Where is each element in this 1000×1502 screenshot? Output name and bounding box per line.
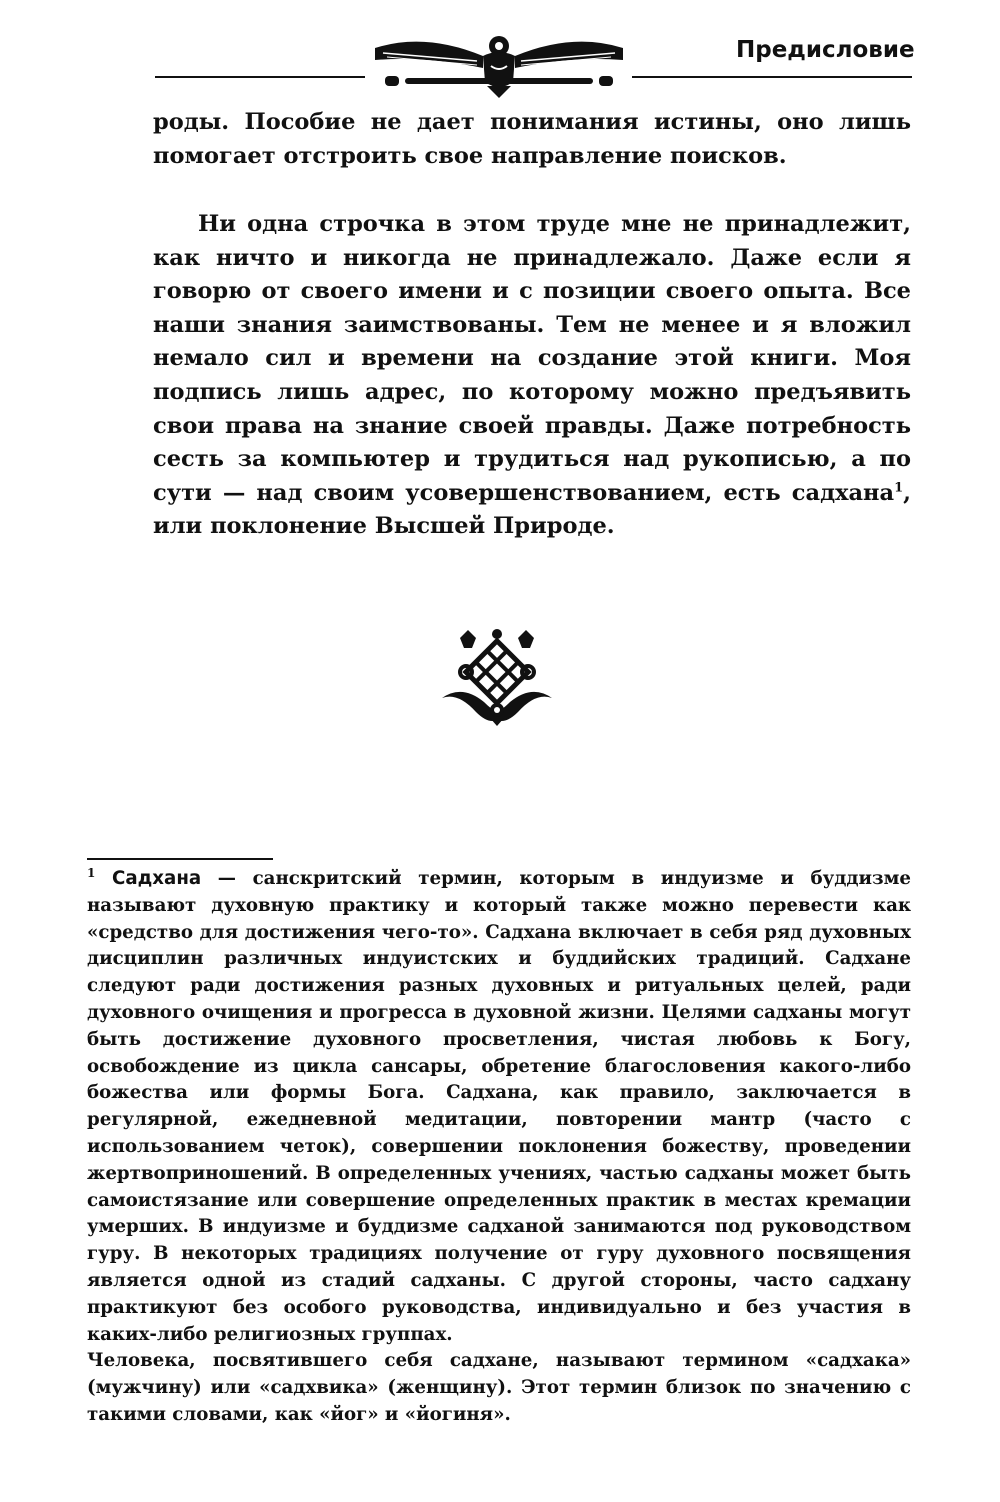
paragraph-continued bbox=[153, 106, 911, 173]
paragraph-text-part: , или поклонение Высшей Природе. bbox=[153, 479, 911, 540]
header-rule-right bbox=[632, 76, 912, 78]
footnote-text: — санскритский термин, которым в индуизме и буддизме называют духовную практику и который также можно перевести как «средство для достижения чего-то». Садхана включает в себя ряд духовных дисциплин различных индуистских и буддийских традиций. Садхане следуют ради достижения разных духовных и ритуальных целей, ради духовного очищения и прогресса в духовной жизни. Целями садханы могут быть достижение духовного просветления, чистая любовь к Богу, освобождение из цикла сансары, обретение благословения какого-либо божества или формы Бога. Садхана, как правило, заключается в регулярной, ежедневной медитации, повторении мантр (часто с использованием четок), совершении поклонения божеству, проведении жертвоприношений. В определенных учениях, частью садханы может быть самоистязание или совершение определенных практик в местах кремации умерших. В индуизме и буддизме садханой занимаются под руководством гуру. В некоторых традициях получение от гуру духовного посвящения является одной из стадий садханы. С другой стороны, часто садхану практикуют без особого руководства, индивидуально и без участия в каких-либо религиозных группах. bbox=[87, 868, 911, 1345]
footnote-1-continued: Человека, посвятившего себя садхане, называют термином «садхака» (мужчину) или «садхвика» (женщину). Этот термин близок по значению с такими словами, как «йог» и «йогиня». bbox=[87, 1350, 911, 1425]
footnote-reference[interactable]: 1 bbox=[894, 480, 904, 496]
footnotes bbox=[87, 866, 911, 1429]
paragraph-text: роды. Пособие не дает понимания истины, оно лишь помогает отстроить свое направление поисков. bbox=[153, 109, 911, 169]
footnote-separator bbox=[87, 858, 273, 860]
running-title: Предисловие bbox=[736, 37, 915, 63]
paragraph bbox=[153, 208, 911, 544]
endless-knot-icon bbox=[432, 628, 562, 728]
footnote-1 bbox=[87, 866, 911, 1348]
header-rule-left bbox=[155, 76, 365, 78]
paragraph-text-part: Ни одна строчка в этом труде мне не принадлежит, как ничто и никогда не принадлежало. Даже если я говорю от своего имени и с позиции своего опыта. Все наши знания заимствованы. Тем не менее и я вложил немало сил и времени на создание этой книги. Моя подпись лишь адрес, по которому можно предъявить свои права на знание своей правды. Даже потребность сесть за компьютер и трудиться над рукописью, а по сути — над своим усовершенствованием, есть садхана bbox=[153, 211, 911, 506]
paragraph-text bbox=[153, 208, 911, 544]
winged-sun-icon bbox=[365, 26, 633, 100]
footnote-term: Садхана bbox=[112, 868, 202, 889]
footnote-number: 1 bbox=[87, 865, 96, 880]
